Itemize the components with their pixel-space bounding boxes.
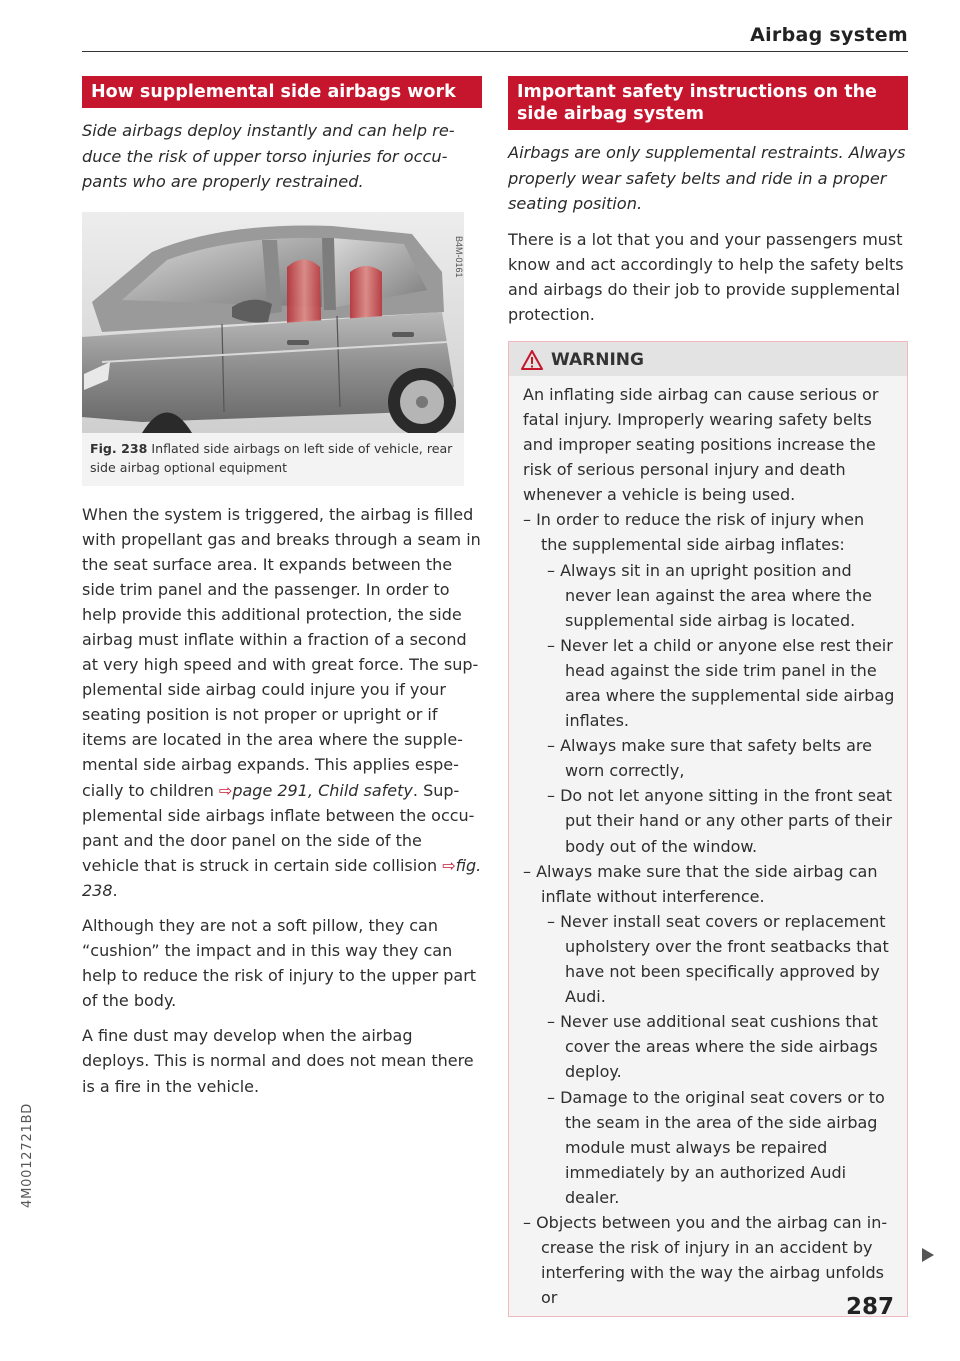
caption-text: Inflated side airbags on left side of vehicle, rear side airbag optional equipment [90,440,453,475]
intro-line: Airbags are only supplemental restraints. Always [508,143,906,162]
warning-header [509,342,907,376]
section-heading-safety-instructions: Important safety instructions on the side airbag system [508,76,908,130]
page-number: 287 [846,1294,895,1320]
intro-line: seating position. [508,194,643,213]
section-heading-side-airbags: How supplemental side airbags work [82,76,482,108]
paragraph-cushion: Although they are not a soft pillow, they can “cushion” the impact and in this way they can help to reduce the risk of injury to the upper part of the body. [82,916,477,1011]
warning-title: WARNING [551,349,644,370]
paragraph-fine-dust: A fine dust may develop when the airbag deploys. This is normal and does not mean there is a fire in the vehicle. [82,1026,474,1096]
warning-sub-bullet: – Never use additional seat cushions that cover the areas where the side airbags deploy. [547,1012,878,1082]
arrow-right-icon: ⇨ [218,780,233,800]
paragraph-text: . [112,880,118,900]
paragraph-passengers: There is a lot that you and your passengers must know and act accordingly to help the safety belts and airbags do their job to provide supplemental protection. [508,229,904,324]
intro-line: Side airbags deploy instantly and can help re- [82,121,455,140]
warning-bullet: – In order to reduce the risk of injury when the supplemental side airbag inflates: [523,510,865,555]
arrow-right-icon: ⇨ [442,855,456,875]
paragraph-text: When the system is triggered, the airbag is filled with propellant gas and breaks through a seam in the seat surface area. It expands between the side trim panel and the passenger. In order to help provide this additional protection, the side airbag must inflate within a fraction of a second at very high speed and with great force. The supplemental side airbag could injure you if your seating position is not proper or upright or if items are located in the area where the supplemental side airbag expands. This applies especially to children [82,504,481,800]
intro-line: duce the risk of upper torso injuries for occu- [82,146,448,166]
figure-code: B4M-0161 [454,235,464,278]
paragraph-system-triggered [82,502,482,904]
warning-bullet: – Objects between you and the airbag can increase the risk of injury in an accident by interfering with the way the airbag unfolds or [523,1212,888,1308]
cross-reference-link[interactable]: page 291, Child safety [232,780,413,800]
warning-sub-bullet: – Always sit in an upright position and never lean against the area where the supplemental side airbag is located. [547,560,872,630]
running-header-title: Airbag system [750,24,908,46]
warning-sub-bullet: – Do not let anyone sitting in the front seat put their hand or any other parts of their body out of the window. [547,786,893,856]
header-rule [82,51,908,52]
intro-text [82,118,482,195]
paragraph-text: . Supplemental side airbags inflate between the occupant and the door panel on the side of the vehicle that is struck in certain side collision [82,780,475,875]
left-column [82,76,482,1099]
figure-reference-link[interactable]: fig. 238 [82,855,482,900]
right-column [508,76,908,1317]
document-code: 4M0012721BD [20,1102,35,1208]
warning-box [508,341,908,1317]
intro-line: pants who are properly restrained. [82,172,364,191]
warning-sub-bullet: – Never let a child or anyone else rest their head against the side trim panel in the area where the supplemental side airbag inflates. [547,635,895,731]
warning-sub-bullet: – Never install seat covers or replacement upholstery over the front seatbacks that have not been specifically approved by Audi. [547,911,889,1007]
warning-triangle-icon [521,350,543,370]
figure-caption [82,433,464,486]
caption-label: Fig. 238 [90,440,148,456]
figure-238 [82,212,464,486]
continue-arrow-icon [922,1248,934,1262]
warning-intro: An inflating side airbag can cause serious or fatal injury. Improperly wearing safety belts and improper seating positions increase the risk of serious personal injury and death whenever a vehicle is being used. [523,384,879,505]
intro-text [508,140,908,217]
vehicle-airbag-illustration [82,212,464,433]
intro-line: properly wear safety belts and ride in a proper [508,168,887,188]
warning-sub-bullet: – Always make sure that safety belts are worn correctly, [547,736,872,781]
warning-sub-bullet: – Damage to the original seat covers or to the seam in the area of the side airbag module must always be repaired immediately by an authorized Audi dealer. [547,1087,885,1207]
warning-bullet: – Always make sure that the side airbag can inflate without interference. [523,861,878,906]
warning-body [509,376,907,1316]
